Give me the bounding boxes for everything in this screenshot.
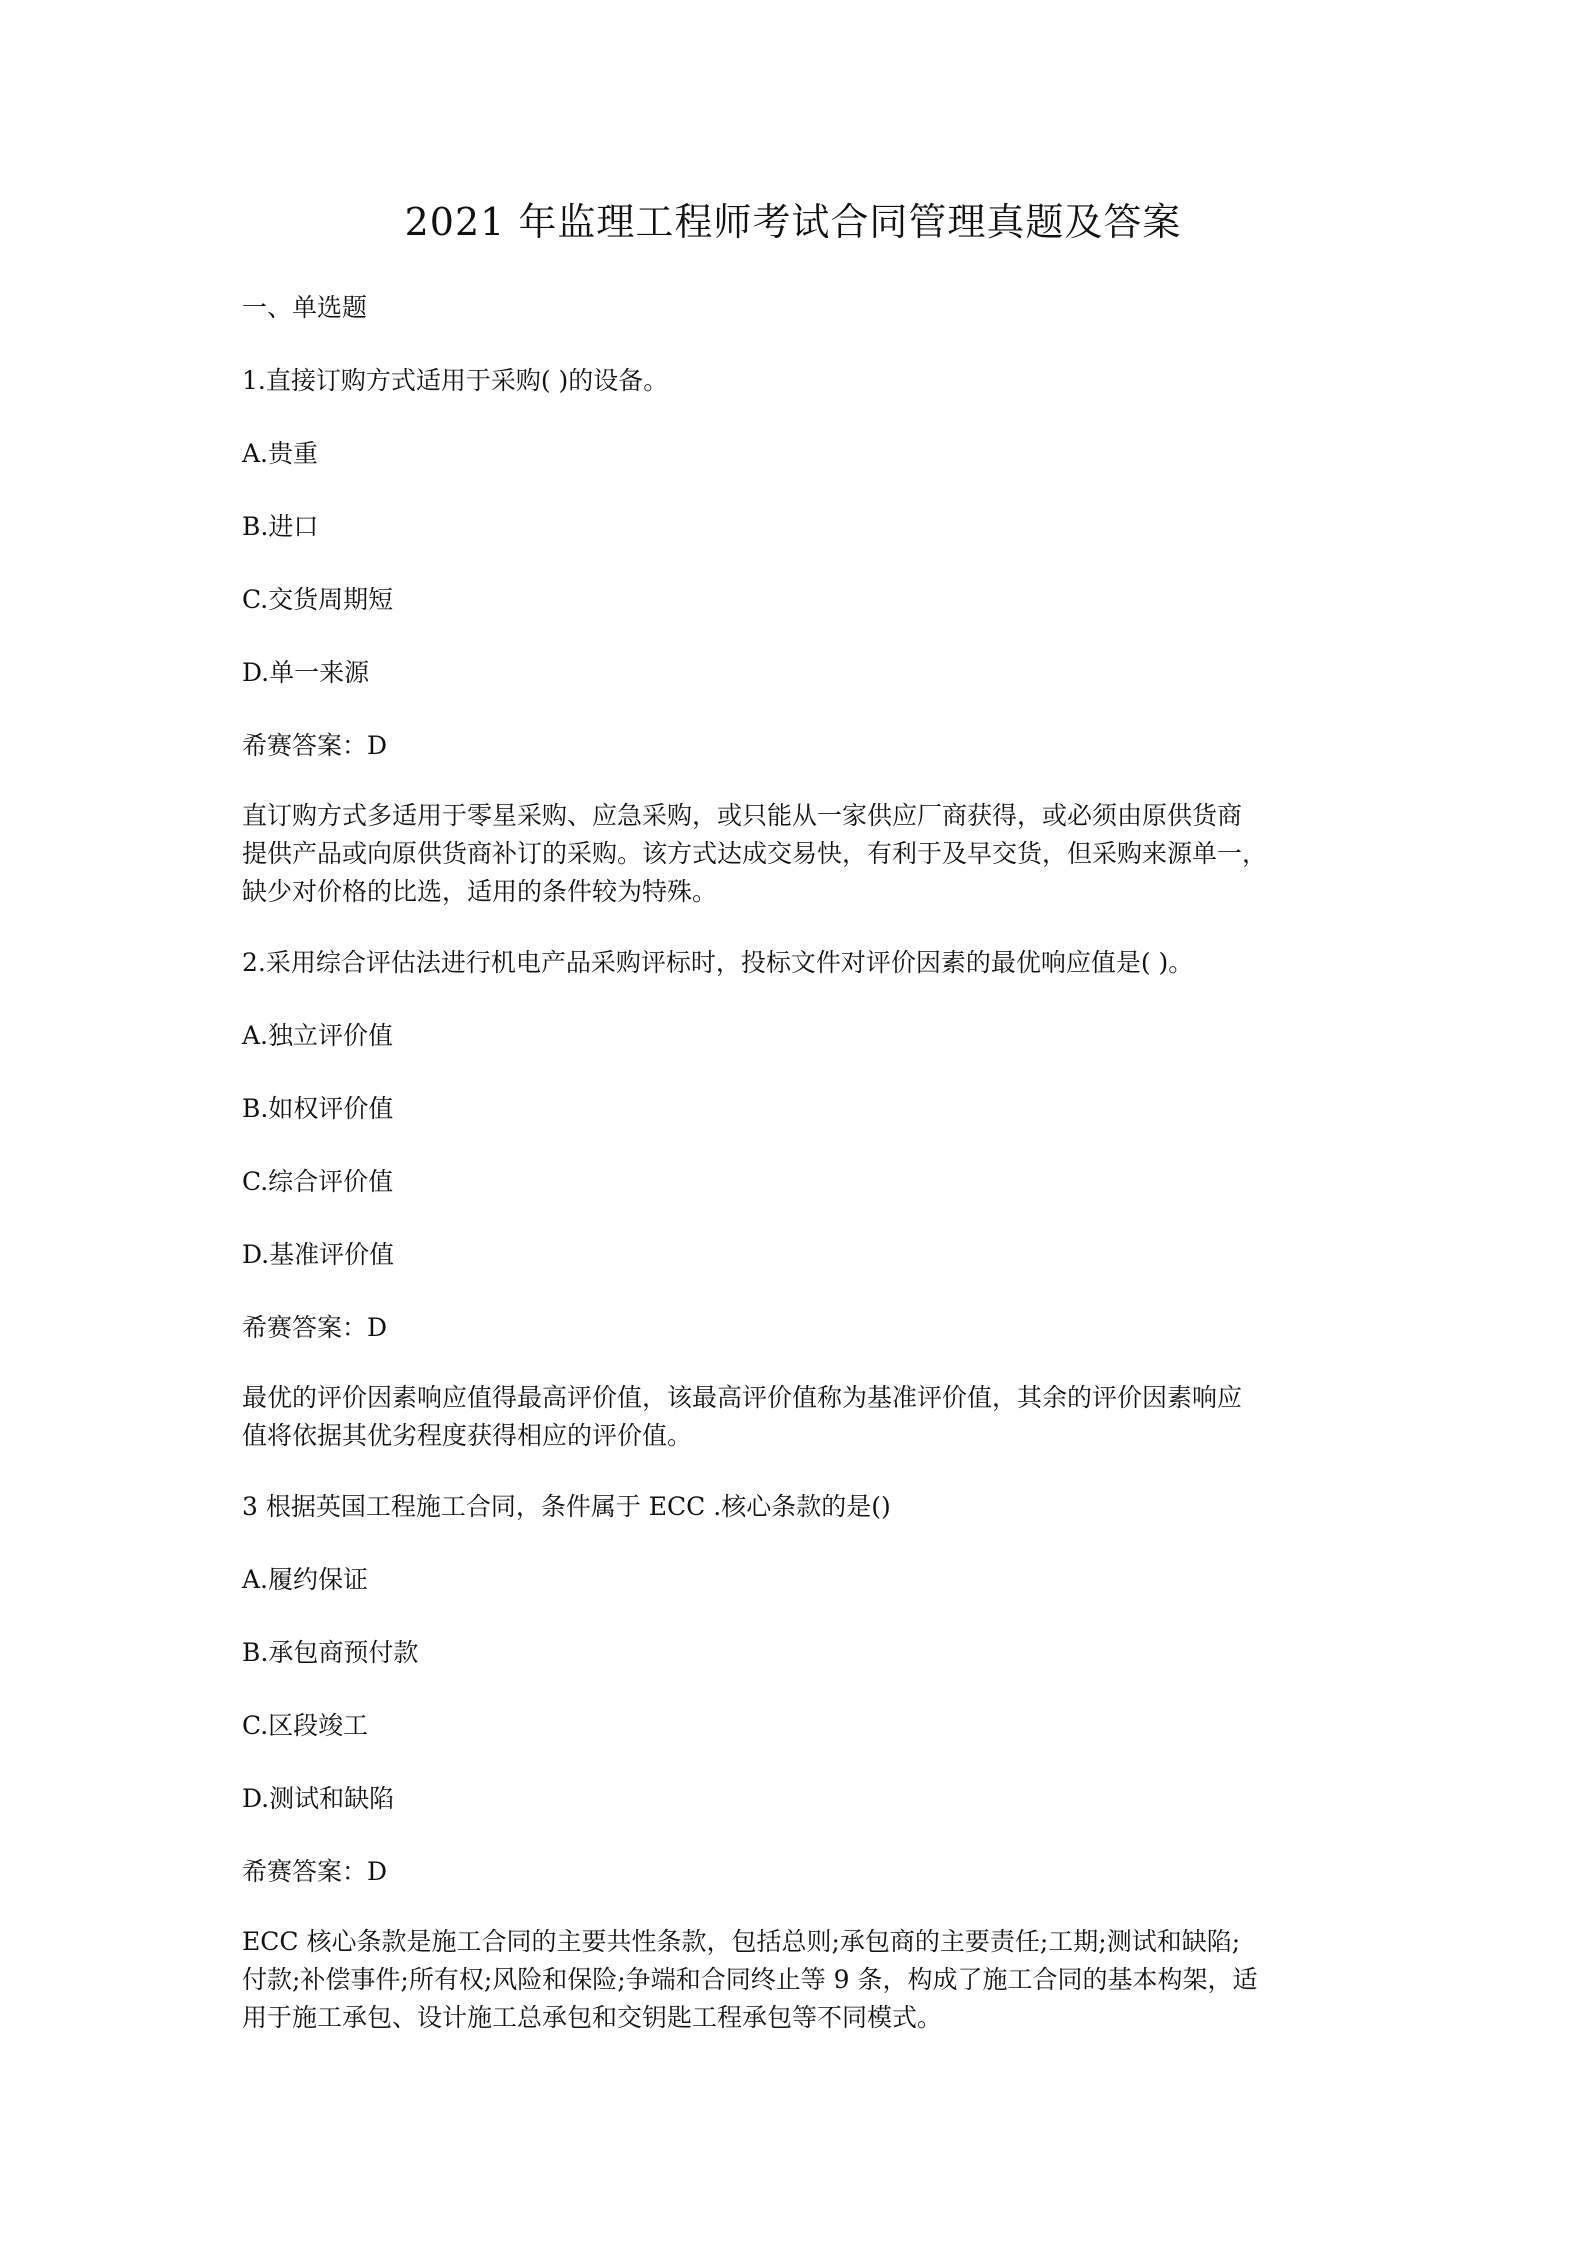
question-3-option-a: A.履约保证 xyxy=(242,1565,369,1594)
question-3-stem: 3 根据英国工程施工合同，条件属于 ECC .核心条款的是() xyxy=(242,1492,891,1521)
question-3-option-c: C.区段竣工 xyxy=(242,1711,369,1740)
question-1-option-a: A.贵重 xyxy=(242,439,319,468)
explanation-line: 最优的评价因素响应值得最高评价值，该最高评价值称为基准评价值，其余的评价因素响应 xyxy=(242,1383,1243,1412)
explanation-line: 缺少对价格的比选，适用的条件较为特殊。 xyxy=(242,877,718,906)
question-1-explanation xyxy=(242,797,1352,911)
question-2-option-d: D.基准评价值 xyxy=(242,1240,395,1269)
question-1-option-b: B.进口 xyxy=(242,512,319,541)
question-2-option-a: A.独立评价值 xyxy=(242,1021,394,1050)
explanation-line: 直订购方式多适用于零星采购、应急采购，或只能从一家供应厂商获得，或必须由原供货商 xyxy=(242,801,1243,830)
question-1-answer: 希赛答案：D xyxy=(242,731,388,760)
section-heading: 一、单选题 xyxy=(242,293,368,322)
question-1-stem: 1.直接订购方式适用于采购( )的设备。 xyxy=(242,366,669,395)
explanation-line: 提供产品或向原供货商补订的采购。该方式达成交易快，有利于及早交货，但采购来源单一， xyxy=(242,839,1268,868)
question-3-explanation xyxy=(242,1923,1352,2037)
question-1-option-c: C.交货周期短 xyxy=(242,585,394,614)
question-3-option-d: D.测试和缺陷 xyxy=(242,1784,395,1813)
question-2-option-c: C.综合评价值 xyxy=(242,1167,394,1196)
explanation-line: 付款;补偿事件;所有权;风险和保险;争端和合同终止等 9 条，构成了施工合同的基本构架，适 xyxy=(242,1965,1258,1994)
document-title: 2021 年监理工程师考试合同管理真题及答案 xyxy=(404,200,1182,244)
question-2-option-b: B.如权评价值 xyxy=(242,1094,394,1123)
question-3-option-b: B.承包商预付款 xyxy=(242,1638,419,1667)
explanation-line: 值将依据其优劣程度获得相应的评价值。 xyxy=(242,1421,693,1450)
question-2-explanation xyxy=(242,1379,1352,1455)
question-3-answer: 希赛答案：D xyxy=(242,1857,388,1886)
explanation-line: ECC 核心条款是施工合同的主要共性条款，包括总则;承包商的主要责任;工期;测试和缺陷; xyxy=(242,1927,1241,1956)
question-1-option-d: D.单一来源 xyxy=(242,658,370,687)
question-2-answer: 希赛答案：D xyxy=(242,1313,388,1342)
explanation-line: 用于施工承包、设计施工总承包和交钥匙工程承包等不同模式。 xyxy=(242,2003,943,2032)
question-2-stem: 2.采用综合评估法进行机电产品采购评标时，投标文件对评价因素的最优响应值是( )。 xyxy=(242,948,1194,977)
